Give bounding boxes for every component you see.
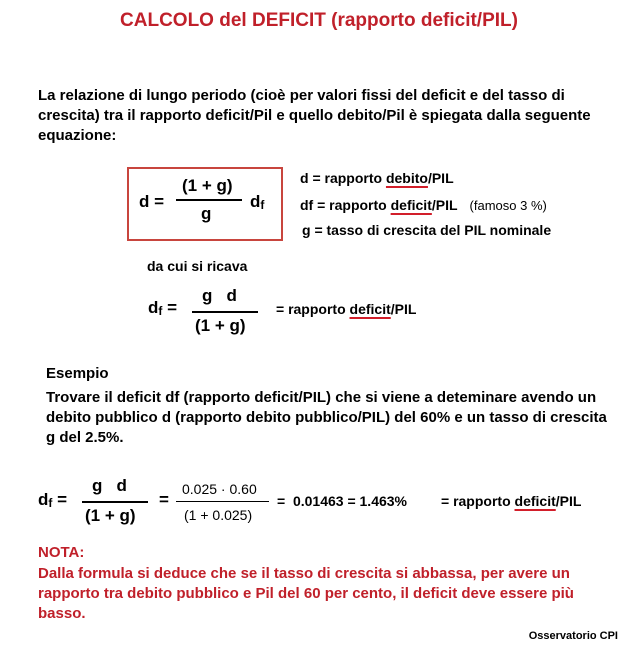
nota-heading: NOTA: <box>38 544 85 561</box>
eq3-rhs: = rapporto deficit/PIL <box>441 493 582 509</box>
nota-body: Dalla formula si deduce che se il tasso di crescita si abbassa, per avere un rapporto tra debito pubblico e Pil del 60 per cento, il deficit deve essere più basso. <box>38 565 574 622</box>
example-heading: Esempio <box>46 365 109 382</box>
eq3-result: = 0.01463 = 1.463% <box>277 493 407 509</box>
credit-label: Osservatorio CPI <box>528 630 618 642</box>
eq3-denominator-1: (1 + g) <box>85 506 136 525</box>
eq3-numerator-1: g d <box>92 476 127 495</box>
da-cui-text: da cui si ricava <box>147 258 248 274</box>
eq2-denominator: (1 + g) <box>195 316 246 335</box>
eq2-lhs: $d_f$ = <box>148 298 178 318</box>
eq2-rhs: = rapporto deficit/PIL <box>276 301 417 317</box>
eq1-denominator: g <box>201 204 212 223</box>
eq3-lhs: $d_f$ = <box>38 490 68 510</box>
definition-g: g = tasso di crescita del PIL nominale <box>302 222 552 238</box>
eq1-fraction-bar <box>176 199 242 201</box>
eq3-fraction-bar-1 <box>82 501 148 503</box>
eq3-denominator-2: (1 + 0.025) <box>184 507 253 523</box>
eq3-equals: = <box>159 490 169 509</box>
page-title: CALCOLO del DEFICIT (rapporto deficit/PIL) <box>120 10 518 31</box>
eq2-fraction-bar <box>192 311 258 313</box>
famoso-note: (famoso 3 %) <box>469 198 547 213</box>
eq3-fraction-bar-2 <box>176 501 269 502</box>
definition-d: d = rapporto debito/PIL <box>300 170 454 186</box>
eq3-numerator-2: 0.025 · 0.60 <box>182 481 257 497</box>
eq2-numerator: g d <box>202 286 237 305</box>
eq1-lhs: d = <box>139 192 165 211</box>
intro-paragraph: La relazione di lungo periodo (cioè per valori fissi del deficit e del tasso di crescita) tra il rapporto deficit/Pil e quello debito/Pil è spiegata dalla seguente equazione: <box>38 87 591 144</box>
eq1-numerator: (1 + g) <box>182 176 233 195</box>
definition-df: df = rapporto deficit/PIL (famoso 3 %) <box>300 197 547 213</box>
eq1-rhs: $d_f$ <box>250 192 265 212</box>
example-body: Trovare il deficit df (rapporto deficit/PIL) che si viene a deteminare avendo un debito pubblico d (rapporto debito pubblico/PIL) del 60% e un tasso di crescita g del 2.5%. <box>46 389 607 446</box>
